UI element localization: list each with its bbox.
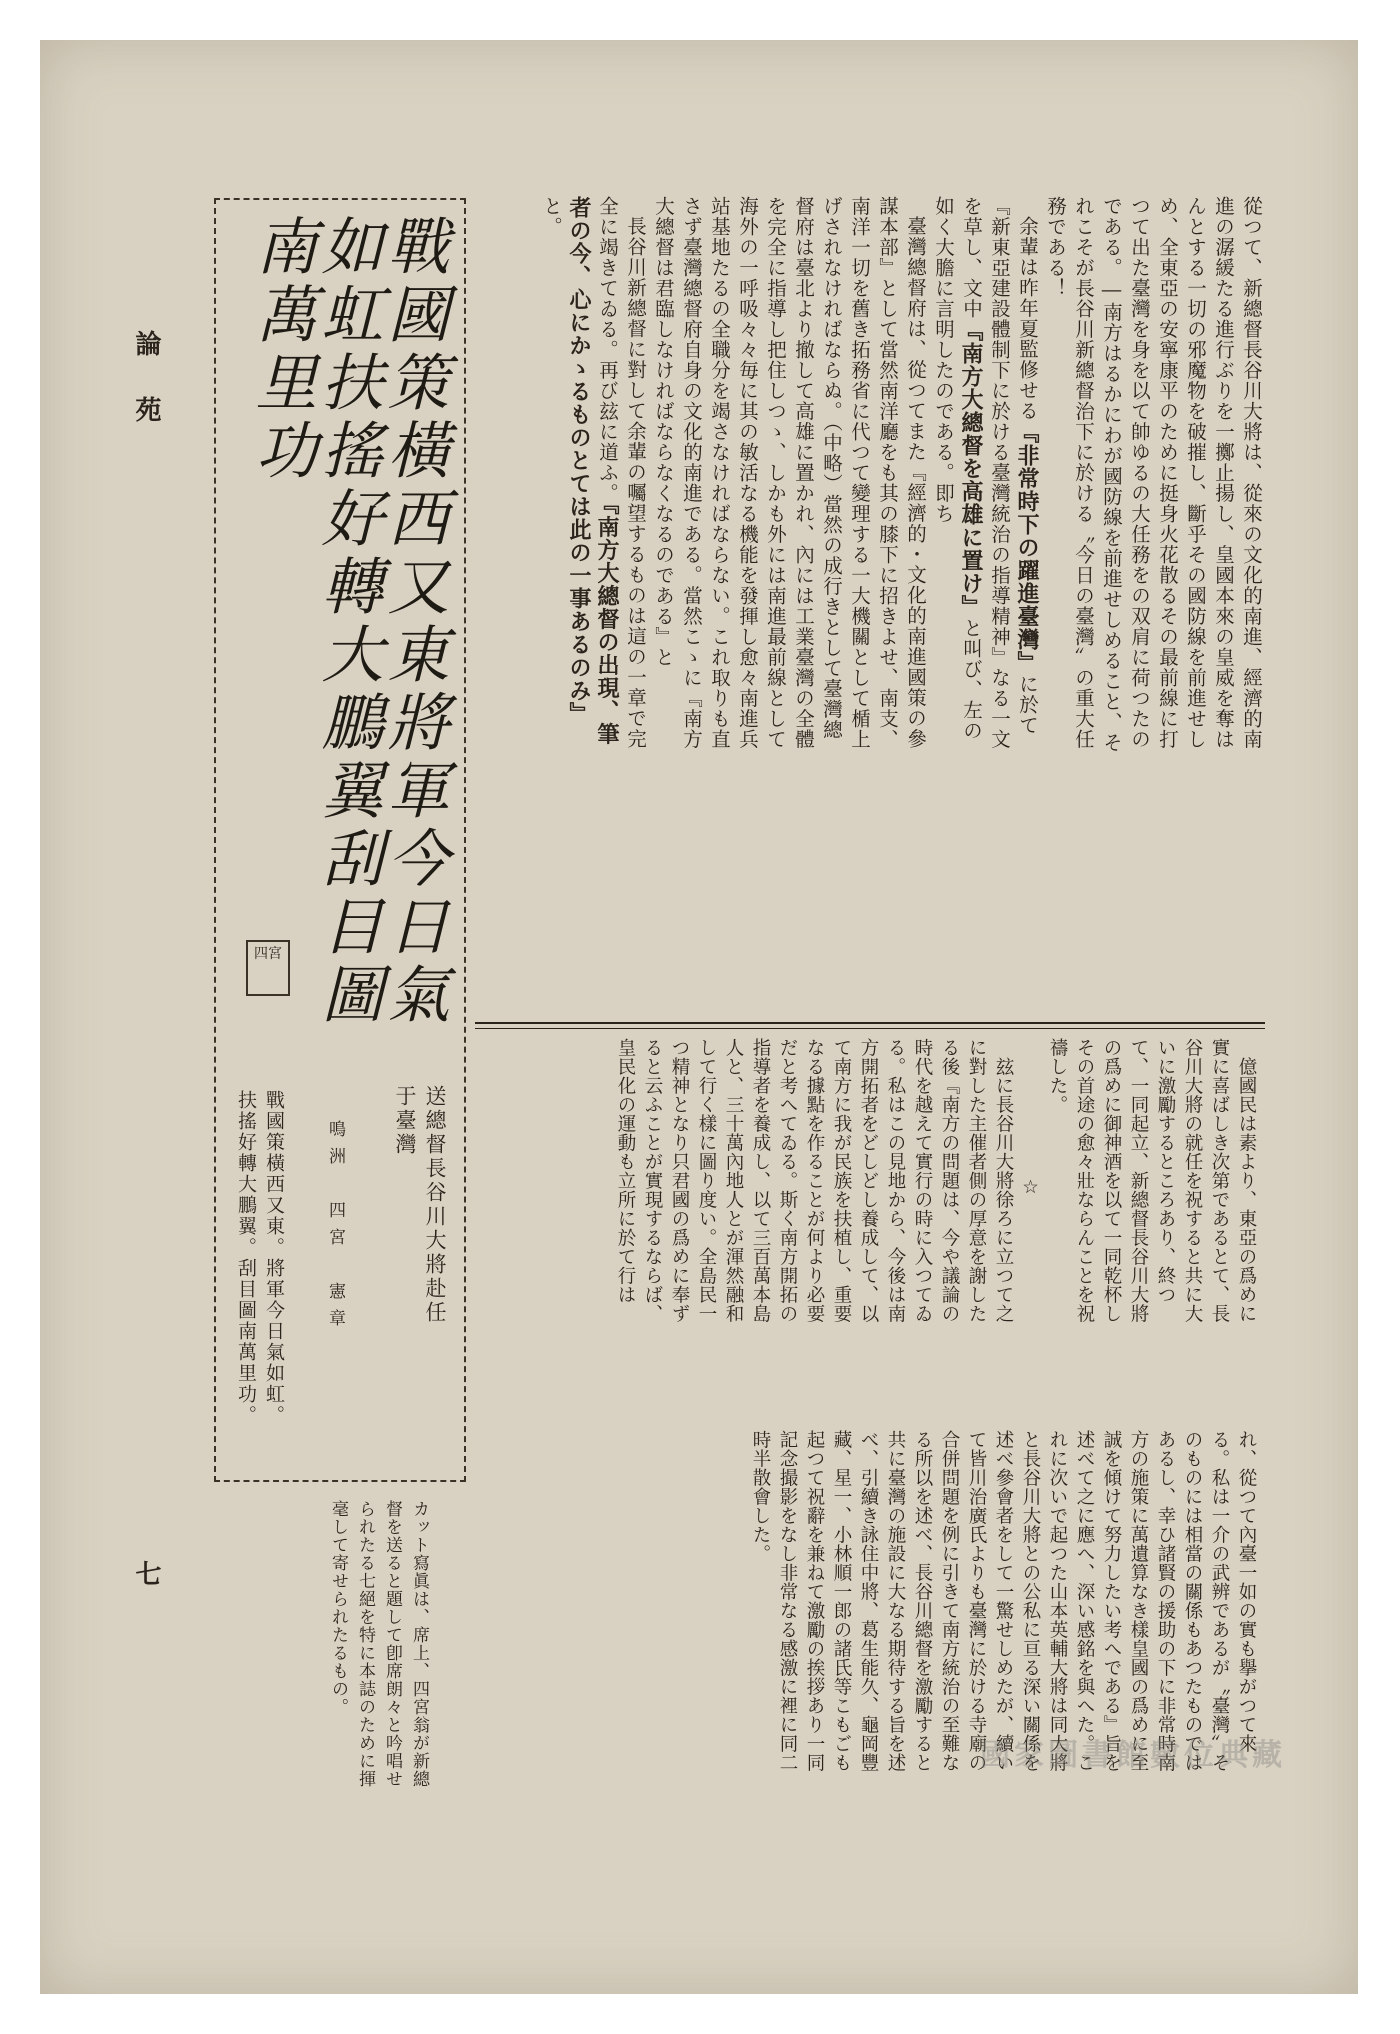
- seal-stamp: 四宮: [246, 940, 290, 996]
- emphasis-conclusion: 『南方大總督の出現、筆者の今、心にかゝるものとては此の一事あるのみ』: [566, 196, 620, 746]
- article-text: に於て『新東亞建設體制下に於ける臺灣統治の指導精神』なる一文を草し、文中: [960, 196, 1039, 750]
- section-divider: [475, 1022, 1265, 1029]
- photo-caption-note: カット寫眞は、席上、四宮翁が新總督を送ると題して卽席朗々と吟唱せられたる七絕を特に本誌のために揮毫して寄せられたるもの。: [328, 1500, 429, 1788]
- emphasis-slogan: 『南方大總督を高雄に置け』: [958, 319, 984, 618]
- article-text: 長谷川新總督に對して余輩の囑望するものは這の一章で完全に竭きてゐる。再び玆に道ふ。: [596, 196, 647, 749]
- library-watermark: 國家圖書館數位典藏: [980, 1738, 1286, 1773]
- article-paragraph: [537, 196, 649, 756]
- article-paragraph: 從つて、新總督長谷川大將は、從來の文化的南進、經濟的南進の潺緩たる進行ぶりを一擲止揚し、皇國本來の皇威を奪はんとする一切の邪魔物を破摧し、斷乎その國防線を前進せしめ、全東亞の安寧康平のために挺身火花散るその最前線に打つて出た臺灣を身を以て帥ゆるの大任務をの双肩に荷つたのである。―南方はるかにわが國防線を前進せしめること、それこそが長谷川新總督治下に於ける〝今日の臺灣〟の重大任務である！: [1044, 196, 1263, 753]
- report-paragraph: れ、從つて內臺一如の實も擧がつて來る。私は一介の武辨であるが〝臺灣〟そのものには相當の關係もあつたものではあるし、幸ひ諸賢の援助の下に非常時南方の施策に萬遺算なき樣皇國の爲めに至誠を傾けて努力したい考へである』旨を述べて之に應へ、深い感銘を與へた。これに次いで起つた山本英輔大將は同大將と長谷川大將との公私に亘る深い關係を述べ參會者をして一驚せしめたが、續いて皆川治廣氏よりも臺灣に於ける寺廟の合併問題を例に引きて南方統治の至難なる所以を述べ、長谷川總督を激勵すると共に臺灣の施設に大なる期待する旨を述べ、引續き詠住中將、葛生能久、龜岡豐藏、星一、小林順一郎の諸氏等こもごも起つて祝辭を兼ねて激勵の挨拶あり一同記念撮影をなし非常なる感激に裡に同二時半散會した。: [750, 1430, 1257, 1772]
- article-text: と叫び、左の如く大膽に言明したのである。即ち: [932, 196, 983, 741]
- article-paragraph: [929, 196, 1041, 756]
- report-paragraph: 玆に長谷川大將徐ろに立つて之に對した主催者側の厚意を謝したる後『南方の問題は、今や議論の時代を越えて實行の時に入つてゐる。私はこの見地から、今後は南方開拓者をどしどし養成して、以て南方に我が民族を扶植し、重要なる據點を作ることが何より必要だと考へてゐる。斯く南方開拓の指導者を養成し、以て三百萬本島人と、三十萬內地人とが渾然融和して行く樣に圖り度い。全島民一つ精神となり只君國の爲めに奉ずると云ふことが實現するならば、皇民化の運動も立所に於て行は: [615, 1038, 1014, 1323]
- report-column-right: [615, 1038, 1260, 1338]
- article-text: 余輩は昨年夏監修せる: [1016, 215, 1039, 421]
- star-separator: ☆: [1020, 1177, 1041, 1199]
- quoted-passage: 臺灣總督府は、從つてまた『經濟的・文化的南進國策の參謀本部』として當然南洋廳をも其の膝下に招きよせ、南支、南洋一切を舊き拓務省に代つて變理する一大機關として楯上げされなければならぬ。（中略）當然の成行きとして臺灣總督府は臺北より撤して高雄に置かれ、內には工業臺灣の全體を完全に指導し把住しつゝ、しかも外には南進最前線として海外の一呼吸々々毎に其の敏活なる機能を發揮し愈々南進兵站基地たるの全職分を竭さなければならない。これ取りも直さず臺灣總督府自身の文化的南進である。當然こゝに『南方大總督は君臨しなければならなくなるのである』と: [652, 196, 927, 750]
- running-title: 論苑: [131, 330, 161, 462]
- book-title: 『非常時下の躍進臺灣』: [1014, 420, 1040, 674]
- upper-article: [475, 196, 1265, 756]
- poem-line: 戰國策橫西又東。將軍今日氣如虹。: [263, 1090, 285, 1426]
- poem-author: 鳴洲 四宮 憲章: [325, 1120, 345, 1336]
- poem-title: 送總督長谷川大將赴任于臺灣: [393, 1085, 447, 1325]
- article-text: と。: [540, 196, 563, 237]
- poem-body: [232, 1090, 288, 1470]
- report-paragraph: 億國民は素より、東亞の爲めに實に喜ばしき次第であるとて、長谷川大將の就任を祝すると共に大いに激勵するところあり、終つて、一同起立、新總督長谷川大將の爲めに御神酒を以て一同乾杯しその首途の愈々壯ならんことを祝禱した。: [1047, 1038, 1257, 1323]
- poem-line: 扶搖好轉大鵬翼。刮目圖南萬里功。: [235, 1090, 257, 1426]
- page-number: 七: [131, 1560, 161, 1586]
- calligraphy-image: 戰國策橫西又東將軍今日氣如虹扶搖好轉大鵬翼刮目圖南萬里功: [245, 214, 450, 1030]
